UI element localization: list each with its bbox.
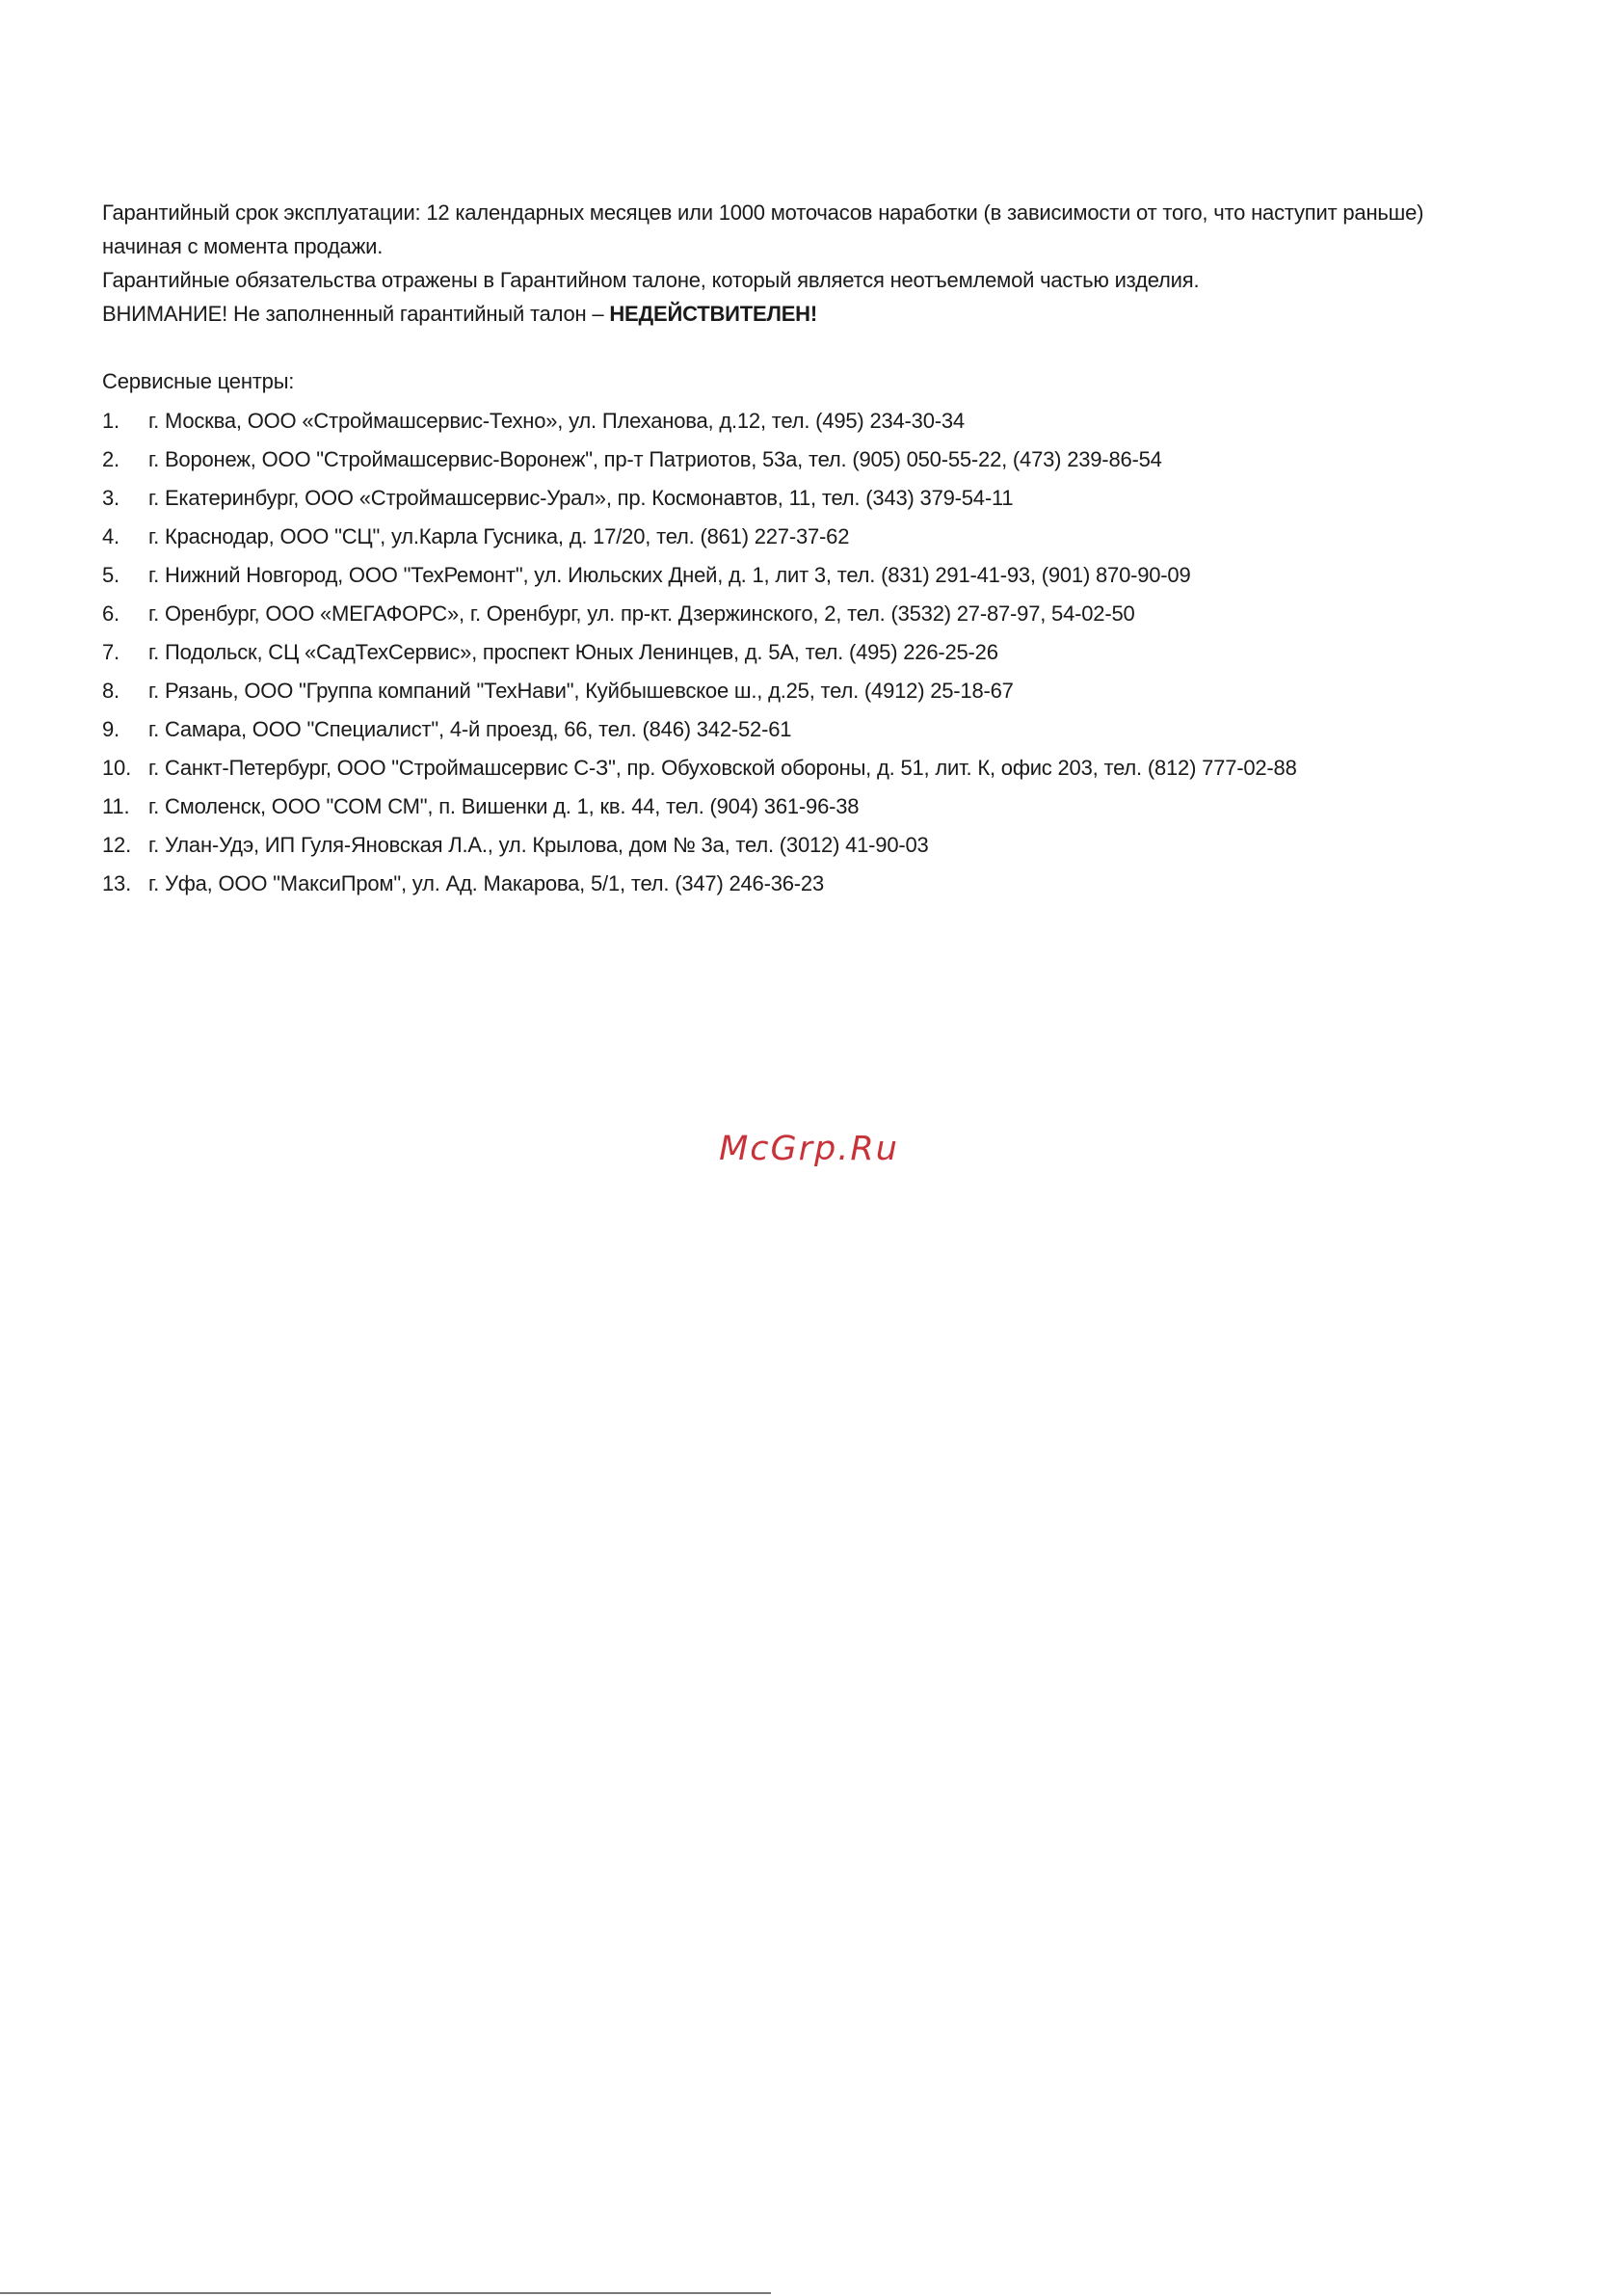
service-center-item <box>102 479 1528 518</box>
service-center-text: г. Екатеринбург, ООО «Строймашсервис-Урал», пр. Космонавтов, 11, тел. (343) 379-54-11 <box>148 486 1014 510</box>
service-center-text: г. Воронеж, ООО "Строймашсервис-Воронеж", пр-т Патриотов, 53а, тел. (905) 050-55-22, (473) 239-86-54 <box>148 447 1162 471</box>
service-center-text: г. Смоленск, ООО "СОМ СМ", п. Вишенки д. 1, кв. 44, тел. (904) 361-96-38 <box>148 794 860 818</box>
service-center-number: 9. <box>102 717 119 741</box>
service-center-number: 7. <box>102 640 119 664</box>
service-center-item <box>102 633 1528 672</box>
service-center-text: г. Санкт-Петербург, ООО "Строймашсервис С-З", пр. Обуховской обороны, д. 51, лит. К, офис 203, тел. (812) 777-02-88 <box>148 756 1297 780</box>
service-center-number: 11. <box>102 794 130 818</box>
service-center-item <box>102 402 1528 441</box>
service-center-text: г. Уфа, ООО "МаксиПром", ул. Ад. Макарова, 5/1, тел. (347) 246-36-23 <box>148 871 824 895</box>
watermark: McGrp.Ru <box>719 1130 899 1168</box>
bottom-divider <box>0 2292 771 2294</box>
service-center-number: 12. <box>102 833 131 857</box>
service-center-number: 6. <box>102 601 119 626</box>
service-center-number: 3. <box>102 486 119 510</box>
service-center-text: г. Улан-Удэ, ИП Гуля-Яновская Л.А., ул. Крылова, дом № 3а, тел. (3012) 41-90-03 <box>148 833 929 857</box>
service-center-item <box>102 672 1528 710</box>
service-center-item <box>102 710 1528 749</box>
warranty-term-line: Гарантийный срок эксплуатации: 12 календарных месяцев или 1000 моточасов наработки (в зависимости от того, что наступит раньше) <box>102 200 1424 225</box>
service-center-number: 10. <box>102 756 131 780</box>
service-center-text: г. Оренбург, ООО «МЕГАФОРС», г. Оренбург, ул. пр-кт. Дзержинского, 2, тел. (3532) 27-87-97, 54-02-50 <box>148 601 1135 626</box>
service-center-text: г. Краснодар, ООО "СЦ", ул.Карла Гусника, д. 17/20, тел. (861) 227-37-62 <box>148 524 850 548</box>
service-center-text: г. Нижний Новгород, ООО "ТехРемонт", ул. Июльских Дней, д. 1, лит 3, тел. (831) 291-41-93, (901) 870-90-09 <box>148 563 1191 587</box>
warranty-notice-text: ВНИМАНИЕ! Не заполненный гарантийный талон – <box>102 302 610 326</box>
warranty-obligations-line: Гарантийные обязательства отражены в Гарантийном талоне, который является неотъемлемой частью изделия. <box>102 268 1200 292</box>
service-center-text: г. Рязань, ООО "Группа компаний "ТехНави", Куйбышевское ш., д.25, тел. (4912) 25-18-67 <box>148 679 1014 703</box>
service-center-number: 5. <box>102 563 119 587</box>
service-center-item <box>102 595 1528 633</box>
page-content <box>102 196 1528 903</box>
service-center-item <box>102 518 1528 556</box>
service-center-number: 2. <box>102 447 119 471</box>
service-center-item <box>102 788 1528 826</box>
service-center-text: г. Самара, ООО "Специалист", 4-й проезд, 66, тел. (846) 342-52-61 <box>148 717 792 741</box>
service-centers-title: Сервисные центры: <box>102 369 295 393</box>
service-center-number: 8. <box>102 679 119 703</box>
service-centers-list <box>102 402 1528 903</box>
warranty-notice-emphasis: НЕДЕЙСТВИТЕЛЕН! <box>609 302 817 326</box>
warranty-term-continuation: начиная с момента продажи. <box>102 234 384 258</box>
service-center-item <box>102 826 1528 865</box>
service-center-item <box>102 865 1528 903</box>
service-center-text: г. Москва, ООО «Строймашсервис-Техно», ул. Плеханова, д.12, тел. (495) 234-30-34 <box>148 409 965 433</box>
service-center-number: 4. <box>102 524 119 548</box>
service-center-number: 1. <box>102 409 119 433</box>
service-center-item <box>102 749 1528 788</box>
service-center-item <box>102 441 1528 479</box>
service-center-text: г. Подольск, СЦ «СадТехСервис», проспект Юных Ленинцев, д. 5А, тел. (495) 226-25-26 <box>148 640 998 664</box>
warranty-notice <box>102 297 1528 331</box>
section-spacer <box>102 331 1528 364</box>
service-center-number: 13. <box>102 871 131 895</box>
service-center-item <box>102 556 1528 595</box>
